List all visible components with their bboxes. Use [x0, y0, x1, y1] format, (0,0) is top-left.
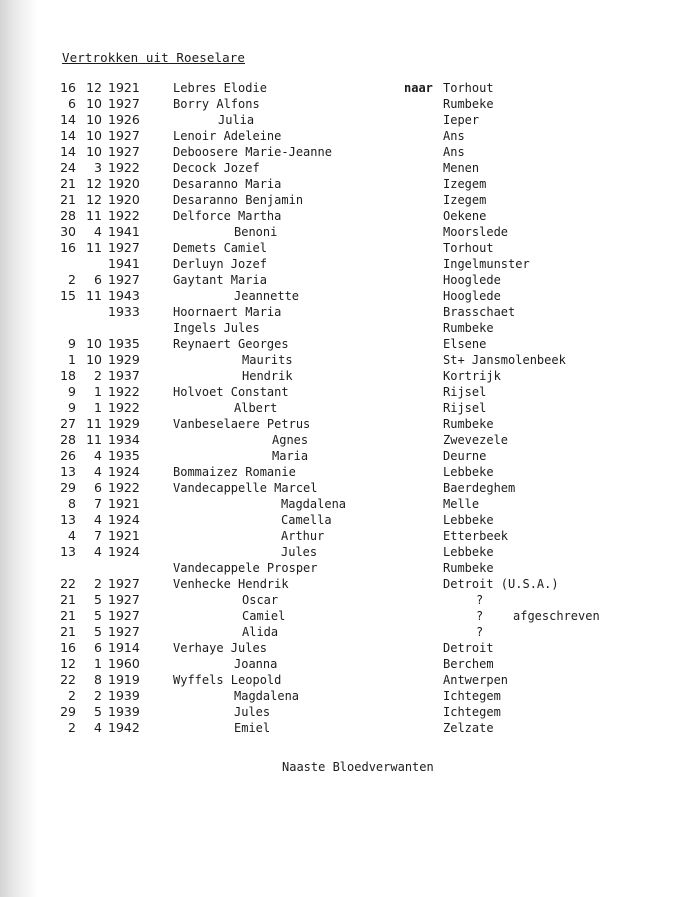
departure-month: 1 — [94, 400, 102, 415]
departure-month: 3 — [94, 160, 102, 175]
person-name: Jules — [281, 545, 318, 559]
departure-month: 4 — [94, 544, 102, 559]
departure-year: 1927 — [108, 592, 140, 607]
list-item — [0, 304, 700, 320]
destination: St+ Jansmolenbeek — [443, 353, 566, 367]
departure-year: 1929 — [108, 352, 140, 367]
departure-month: 1 — [94, 384, 102, 399]
person-name: Maria — [272, 449, 309, 463]
list-item — [0, 160, 700, 176]
departure-month: 11 — [86, 288, 102, 303]
departure-month: 12 — [86, 192, 102, 207]
list-item — [0, 368, 700, 384]
list-item — [0, 336, 700, 352]
list-item — [0, 144, 700, 160]
list-item — [0, 480, 700, 496]
departure-day: 9 — [68, 400, 76, 415]
list-item — [0, 496, 700, 512]
departure-year: 1941 — [108, 224, 140, 239]
person-name: Camella — [281, 513, 332, 527]
departure-day: 29 — [60, 704, 76, 719]
departure-day: 13 — [60, 544, 76, 559]
list-item — [0, 624, 700, 640]
destination: Ichtegem — [443, 689, 501, 703]
destination: Izegem — [443, 177, 487, 191]
departure-month: 10 — [86, 112, 102, 127]
destination: Rumbeke — [443, 561, 494, 575]
departure-year: 1921 — [108, 80, 140, 95]
departure-month: 5 — [94, 608, 102, 623]
person-name: Maurits — [242, 353, 293, 367]
list-item — [0, 240, 700, 256]
destination: Etterbeek — [443, 529, 509, 543]
destination: Ans — [443, 145, 465, 159]
departure-day: 16 — [60, 80, 76, 95]
departure-month: 4 — [94, 224, 102, 239]
destination: Oekene — [443, 209, 487, 223]
departure-month: 4 — [94, 464, 102, 479]
departure-month: 10 — [86, 128, 102, 143]
departure-day: 13 — [60, 512, 76, 527]
person-name: Jules — [234, 705, 271, 719]
departure-day: 29 — [60, 480, 76, 495]
list-item — [0, 704, 700, 720]
departure-month: 2 — [94, 576, 102, 591]
destination: Brasschaet — [443, 305, 516, 319]
list-item — [0, 208, 700, 224]
departure-year: 1960 — [108, 656, 140, 671]
destination: Baerdeghem — [443, 481, 516, 495]
list-item — [0, 112, 700, 128]
destination: Zelzate — [443, 721, 494, 735]
destination: Lebbeke — [443, 465, 494, 479]
person-name: Vanbeselaere Petrus — [173, 417, 311, 431]
departure-month: 11 — [86, 208, 102, 223]
departure-month: 2 — [94, 368, 102, 383]
departure-year: 1922 — [108, 208, 140, 223]
departure-year: 1922 — [108, 384, 140, 399]
departure-day: 21 — [60, 192, 76, 207]
departure-month: 6 — [94, 640, 102, 655]
destination: Detroit (U.S.A.) — [443, 577, 559, 591]
list-item — [0, 672, 700, 688]
list-item — [0, 224, 700, 240]
destination: Ans — [443, 129, 465, 143]
departure-year: 1924 — [108, 544, 140, 559]
departure-month: 5 — [94, 704, 102, 719]
person-name: Bommaizez Romanie — [173, 465, 296, 479]
destination: ? — [476, 609, 484, 623]
destination: Lebbeke — [443, 545, 494, 559]
departure-year: 1927 — [108, 576, 140, 591]
person-name: Derluyn Jozef — [173, 257, 267, 271]
person-name: Desaranno Maria — [173, 177, 282, 191]
destination: Antwerpen — [443, 673, 509, 687]
list-item — [0, 400, 700, 416]
person-name: Verhaye Jules — [173, 641, 267, 655]
list-item — [0, 560, 700, 576]
departure-month: 8 — [94, 672, 102, 687]
list-item — [0, 592, 700, 608]
person-name: Jeannette — [234, 289, 300, 303]
departure-list — [0, 80, 700, 736]
departure-year: 1941 — [108, 256, 140, 271]
list-item — [0, 656, 700, 672]
departure-day: 28 — [60, 208, 76, 223]
departure-month: 4 — [94, 512, 102, 527]
destination: Detroit — [443, 641, 494, 655]
person-name: Wyffels Leopold — [173, 673, 282, 687]
naar-label: naar — [404, 81, 433, 95]
destination: Rijsel — [443, 401, 487, 415]
person-name: Borry Alfons — [173, 97, 260, 111]
person-name: Decock Jozef — [173, 161, 260, 175]
departure-month: 7 — [94, 496, 102, 511]
departure-month: 7 — [94, 528, 102, 543]
destination: Rumbeke — [443, 417, 494, 431]
departure-day: 16 — [60, 240, 76, 255]
destination: Moorslede — [443, 225, 509, 239]
destination: Menen — [443, 161, 480, 175]
departure-day: 6 — [68, 96, 76, 111]
destination: Zwevezele — [443, 433, 509, 447]
departure-year: 1926 — [108, 112, 140, 127]
list-item — [0, 640, 700, 656]
list-item — [0, 96, 700, 112]
departure-year: 1927 — [108, 128, 140, 143]
departure-year: 1921 — [108, 528, 140, 543]
list-item — [0, 432, 700, 448]
person-name: Hendrik — [242, 369, 293, 383]
departure-day: 27 — [60, 416, 76, 431]
departure-year: 1920 — [108, 176, 140, 191]
person-name: Demets Camiel — [173, 241, 267, 255]
list-item — [0, 720, 700, 736]
destination: Izegem — [443, 193, 487, 207]
departure-month: 11 — [86, 416, 102, 431]
departure-year: 1927 — [108, 240, 140, 255]
list-item — [0, 288, 700, 304]
person-name: Reynaert Georges — [173, 337, 289, 351]
departure-year: 1935 — [108, 336, 140, 351]
destination: ? — [476, 625, 484, 639]
departure-year: 1922 — [108, 400, 140, 415]
departure-day: 15 — [60, 288, 76, 303]
destination: Hooglede — [443, 273, 501, 287]
departure-day: 24 — [60, 160, 76, 175]
person-name: Arthur — [281, 529, 325, 543]
person-name: Joanna — [234, 657, 278, 671]
departure-day: 14 — [60, 144, 76, 159]
destination: Kortrijk — [443, 369, 501, 383]
departure-year: 1921 — [108, 496, 140, 511]
departure-month: 1 — [94, 656, 102, 671]
departure-year: 1939 — [108, 704, 140, 719]
destination: Torhout — [443, 81, 494, 95]
departure-day: 21 — [60, 608, 76, 623]
person-name: Vandecappelle Marcel — [173, 481, 318, 495]
list-item — [0, 448, 700, 464]
departure-year: 1919 — [108, 672, 140, 687]
departure-month: 2 — [94, 688, 102, 703]
person-name: Deboosere Marie-Jeanne — [173, 145, 332, 159]
departure-year: 1929 — [108, 416, 140, 431]
departure-day: 26 — [60, 448, 76, 463]
departure-month: 12 — [86, 80, 102, 95]
person-name: Gaytant Maria — [173, 273, 267, 287]
departure-month: 6 — [94, 272, 102, 287]
departure-day: 21 — [60, 624, 76, 639]
page-title: Vertrokken uit Roeselare — [62, 50, 246, 65]
departure-year: 1937 — [108, 368, 140, 383]
person-name: Camiel — [242, 609, 286, 623]
departure-day: 4 — [68, 528, 76, 543]
departure-day: 18 — [60, 368, 76, 383]
departure-year: 1927 — [108, 96, 140, 111]
departure-day: 16 — [60, 640, 76, 655]
list-item — [0, 528, 700, 544]
list-item — [0, 544, 700, 560]
departure-month: 10 — [86, 144, 102, 159]
person-name: Desaranno Benjamin — [173, 193, 304, 207]
departure-year: 1924 — [108, 464, 140, 479]
departure-year: 1920 — [108, 192, 140, 207]
departure-day: 30 — [60, 224, 76, 239]
departure-year: 1924 — [108, 512, 140, 527]
destination: Rumbeke — [443, 97, 494, 111]
person-name: Alida — [242, 625, 279, 639]
person-name: Lebres Elodie — [173, 81, 267, 95]
departure-day: 2 — [68, 720, 76, 735]
departure-month: 10 — [86, 352, 102, 367]
person-name: Emiel — [234, 721, 271, 735]
list-item — [0, 272, 700, 288]
remark: afgeschreven — [513, 609, 600, 623]
person-name: Venhecke Hendrik — [173, 577, 289, 591]
list-item — [0, 512, 700, 528]
departure-year: 1935 — [108, 448, 140, 463]
person-name: Benoni — [234, 225, 278, 239]
departure-month: 6 — [94, 480, 102, 495]
person-name: Magdalena — [234, 689, 300, 703]
list-item — [0, 416, 700, 432]
departure-day: 21 — [60, 592, 76, 607]
departure-day: 14 — [60, 128, 76, 143]
person-name: Oscar — [242, 593, 279, 607]
destination: Ichtegem — [443, 705, 501, 719]
departure-day: 13 — [60, 464, 76, 479]
departure-year: 1927 — [108, 624, 140, 639]
destination: Rumbeke — [443, 321, 494, 335]
departure-year: 1933 — [108, 304, 140, 319]
departure-day: 9 — [68, 384, 76, 399]
person-name: Lenoir Adeleine — [173, 129, 282, 143]
departure-month: 4 — [94, 720, 102, 735]
destination: Ieper — [443, 113, 480, 127]
departure-day: 1 — [68, 352, 76, 367]
departure-day: 22 — [60, 576, 76, 591]
person-name: Ingels Jules — [173, 321, 260, 335]
departure-month: 11 — [86, 432, 102, 447]
destination: Lebbeke — [443, 513, 494, 527]
list-item — [0, 688, 700, 704]
departure-month: 12 — [86, 176, 102, 191]
departure-year: 1927 — [108, 608, 140, 623]
person-name: Albert — [234, 401, 278, 415]
list-item — [0, 176, 700, 192]
departure-day: 22 — [60, 672, 76, 687]
list-item — [0, 608, 700, 624]
departure-month: 10 — [86, 336, 102, 351]
list-item — [0, 80, 700, 96]
departure-day: 12 — [60, 656, 76, 671]
list-item — [0, 352, 700, 368]
departure-month: 5 — [94, 592, 102, 607]
departure-year: 1914 — [108, 640, 140, 655]
list-item — [0, 320, 700, 336]
destination: Rijsel — [443, 385, 487, 399]
departure-day: 21 — [60, 176, 76, 191]
departure-year: 1939 — [108, 688, 140, 703]
departure-year: 1927 — [108, 144, 140, 159]
person-name: Vandecappele Prosper — [173, 561, 318, 575]
destination: Melle — [443, 497, 480, 511]
list-item — [0, 256, 700, 272]
list-item — [0, 576, 700, 592]
departure-month: 4 — [94, 448, 102, 463]
departure-year: 1927 — [108, 272, 140, 287]
departure-year: 1934 — [108, 432, 140, 447]
person-name: Hoornaert Maria — [173, 305, 282, 319]
footer-caption: Naaste Bloedverwanten — [282, 760, 434, 774]
departure-year: 1943 — [108, 288, 140, 303]
destination: Deurne — [443, 449, 487, 463]
departure-day: 2 — [68, 688, 76, 703]
list-item — [0, 384, 700, 400]
departure-month: 10 — [86, 96, 102, 111]
departure-day: 14 — [60, 112, 76, 127]
person-name: Holvoet Constant — [173, 385, 289, 399]
person-name: Delforce Martha — [173, 209, 282, 223]
departure-day: 9 — [68, 336, 76, 351]
departure-day: 2 — [68, 272, 76, 287]
destination: Ingelmunster — [443, 257, 530, 271]
destination: Elsene — [443, 337, 487, 351]
person-name: Agnes — [272, 433, 309, 447]
list-item — [0, 464, 700, 480]
departure-month: 5 — [94, 624, 102, 639]
departure-day: 8 — [68, 496, 76, 511]
departure-month: 11 — [86, 240, 102, 255]
departure-day: 28 — [60, 432, 76, 447]
departure-year: 1922 — [108, 480, 140, 495]
person-name: Julia — [218, 113, 255, 127]
destination: Berchem — [443, 657, 494, 671]
list-item — [0, 192, 700, 208]
person-name: Magdalena — [281, 497, 347, 511]
departure-year: 1942 — [108, 720, 140, 735]
destination: ? — [476, 593, 484, 607]
destination: Hooglede — [443, 289, 501, 303]
destination: Torhout — [443, 241, 494, 255]
list-item — [0, 128, 700, 144]
departure-year: 1922 — [108, 160, 140, 175]
